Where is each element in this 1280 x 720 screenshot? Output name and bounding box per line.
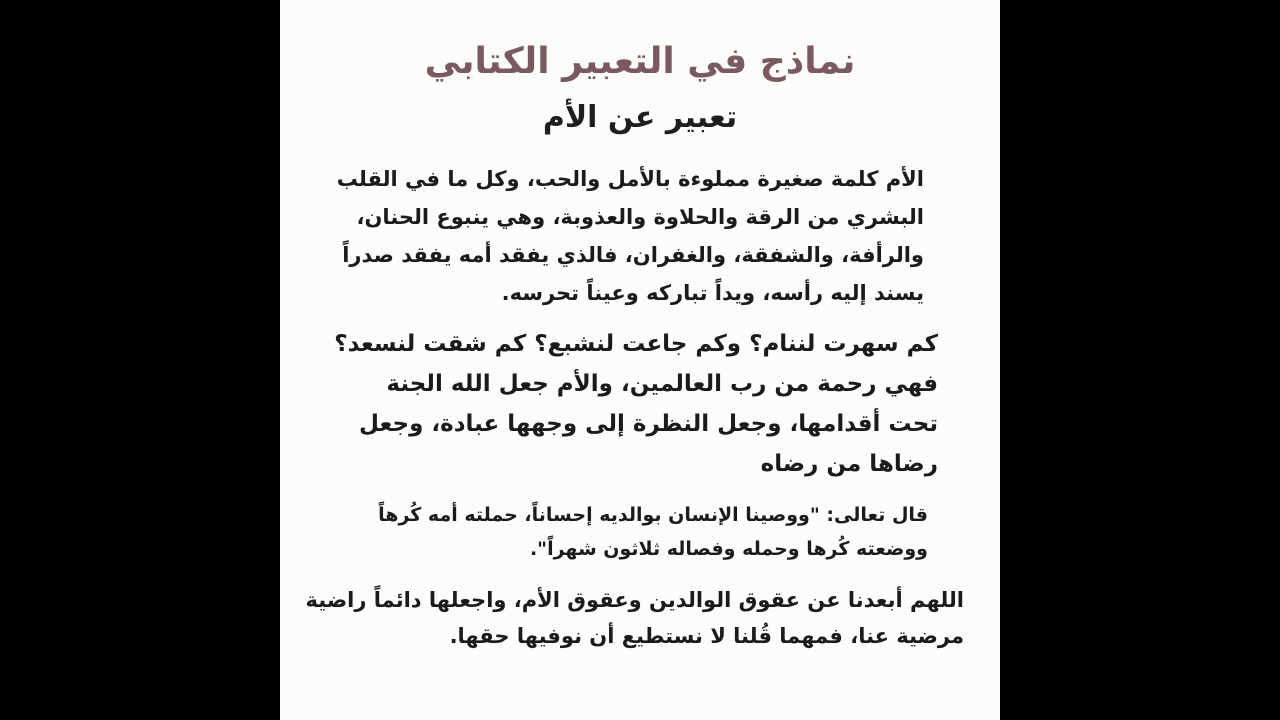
page-title: نماذج في التعبير الكتابي bbox=[424, 41, 856, 82]
text-line: يسند إليه رأسه، ويداً تباركه وعيناً تحرسه. bbox=[501, 281, 924, 305]
text-line: تحت أقدامها، وجعل النظرة إلى وجهها عبادة، وجعل bbox=[358, 411, 938, 437]
paragraph-intro bbox=[337, 160, 924, 312]
text-line: فهي رحمة من رب العالمين، والأم جعل الله الجنة bbox=[386, 371, 938, 397]
text-line: كم سهرت لننام؟ وكم جاعت لنشبع؟ كم شقت لنسعد؟ bbox=[334, 331, 938, 357]
text-line: قال تعالى: "ووصينا الإنسان بوالديه إحساناً، حملته أمه كُرهاً bbox=[378, 504, 928, 526]
document-page bbox=[280, 0, 1000, 720]
paragraph-prayer bbox=[306, 582, 964, 654]
text-line: ووضعته كُرها وحمله وفصاله ثلاثون شهراً". bbox=[529, 538, 928, 560]
text-line: مرضية عنا، فمهما قُلنا لا نستطيع أن نوفيها حقها. bbox=[449, 624, 964, 648]
text-line: البشري من الرقة والحلاوة والعذوبة، وهي ينبوع الحنان، bbox=[356, 205, 924, 229]
text-line: والرأفة، والشفقة، والغفران، فالذي يفقد أمه يفقد صدراً bbox=[342, 243, 924, 267]
text-line: اللهم أبعدنا عن عقوق الوالدين وعقوق الأم، واجعلها دائماً راضية bbox=[305, 588, 964, 612]
paragraph-sacrifice bbox=[334, 324, 938, 484]
paragraph-quran-verse bbox=[378, 498, 928, 566]
text-line: الأم كلمة صغيرة مملوءة بالأمل والحب، وكل ما في القلب bbox=[336, 167, 924, 191]
text-line: رضاها من رضاه bbox=[760, 451, 938, 477]
page-subtitle: تعبير عن الأم bbox=[542, 100, 738, 135]
